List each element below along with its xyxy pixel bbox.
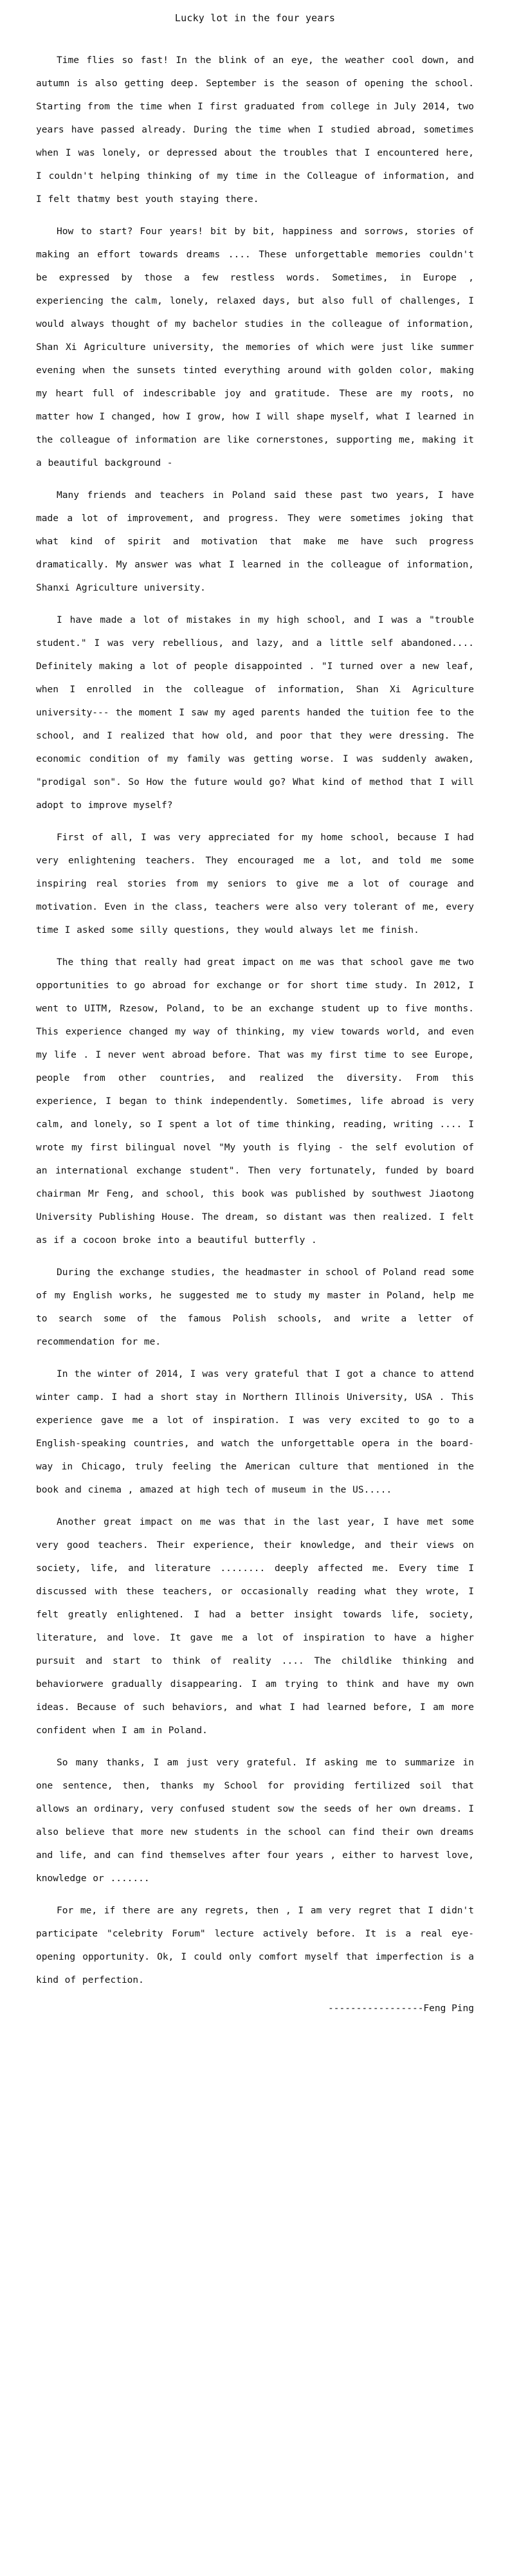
paragraph-10: So many thanks, I am just very grateful. If asking me to summarize in one sentence, then, thanks my School for providing fertilized soil that allows an ordinary, very confused student sow the seeds of her own dreams. I also believe that more new students in the school can find their own dreams and life, and can find themselves after four years , either to harvest love, knowledge or ....... bbox=[36, 1758, 474, 1884]
paragraph-7: During the exchange studies, the headmaster in school of Poland read some of my English works, he suggested me to study my master in Poland, help me to search some of the famous Polish schools, and write a letter of recommendation for me. bbox=[36, 1267, 474, 1347]
paragraph-6: The thing that really had great impact on me was that school gave me two opportunities to go abroad for exchange or for short time study. In 2012, I went to UITM, Rzesow, Poland, to be an exchange student up to five months. This experience changed my way of thinking, my view towards world, and even my life . I never went abroad before. That was my first time to see Europe, people from other countries, and realized the diversity. From this experience, I began to think independently. Sometimes, life abroad is very calm, and lonely, so I spent a lot of time thinking, reading, writing .... I wrote my first bilingual novel "My youth is flying - the self evolution of an international exchange student". Then very fortunately, funded by board chairman Mr Feng, and school, this book was published by southwest Jiaotong University Publishing House. The dream, so distant was then realized. I felt as if a cocoon broke into a beautiful butterfly . bbox=[36, 957, 474, 1246]
paragraph-9: Another great impact on me was that in the last year, I have met some very good teachers. Their experience, their knowledge, and their views on society, life, and literature ........ deeply affected me. Every time I discussed with these teachers, or occasionally reading what they wrote, I felt greatly enlightened. I had a better insight towards life, society, literature, and love. It gave me a lot of inspiration to have a higher pursuit and start to think of reality .... The childlike thinking and behaviorwere gradually disappearing. I am trying to think and have my own ideas. Because of such behaviors, and what I had learned before, I am more confident when I am in Poland. bbox=[36, 1517, 474, 1736]
author-signature: -----------------Feng Ping bbox=[328, 2003, 474, 2014]
paragraph-8: In the winter of 2014, I was very grateful that I got a chance to attend winter camp. I had a short stay in Northern Illinois University, USA . This experience gave me a lot of inspiration. I was very excited to go to a English-speaking countries, and watch the unforgettable opera in the board-way in Chicago, truly feeling the American culture that mentioned in the book and cinema , amazed at high tech of museum in the US..... bbox=[36, 1369, 474, 1495]
paragraph-4: I have made a lot of mistakes in my high school, and I was a "trouble student." I was very rebellious, and lazy, and a little self abandoned.... Definitely making a lot of people disappointed . "I turned over a new leaf, when I enrolled in the colleague of information, Shan Xi Agriculture university--- the moment I saw my aged parents handed the tuition fee to the school, and I realized that how old, and poor that they were dressing. The economic condition of my family was getting worse. I was suddenly awaken, "prodigal son". So How the future would go? What kind of method that I will adopt to improve myself? bbox=[36, 615, 474, 811]
document-title: Lucky lot in the four years bbox=[174, 12, 336, 24]
paragraph-5: First of all, I was very appreciated for my home school, because I had very enlightening teachers. They encouraged me a lot, and told me some inspiring real stories from my seniors to give me a lot of courage and motivation. Even in the class, teachers were also very tolerant of me, every time I asked some silly questions, they would always let me finish. bbox=[36, 833, 474, 935]
paragraph-3: Many friends and teachers in Poland said these past two years, I have made a lot of improvement, and progress. They were sometimes joking that what kind of spirit and motivation that make me have such progress dramatically. My answer was what I learned in the colleague of information, Shanxi Agriculture university. bbox=[36, 490, 474, 593]
paragraph-1: Time flies so fast! In the blink of an eye, the weather cool down, and autumn is also getting deep. September is the season of opening the school. Starting from the time when I first graduated from college in July 2014, two years have passed already. During the time when I studied abroad, sometimes when I was lonely, or depressed about the troubles that I encountered here, I couldn't helping thinking of my time in the Colleague of information, and I felt thatmy best youth staying there. bbox=[36, 55, 474, 205]
paragraph-11: For me, if there are any regrets, then , I am very regret that I didn't participate "celebrity Forum" lecture actively before. It is a real eye-opening opportunity. Ok, I could only comfort myself that imperfection is a kind of perfection. bbox=[36, 1906, 474, 1985]
paragraph-2: How to start? Four years! bit by bit, happiness and sorrows, stories of making an effort towards dreams .... These unforgettable memories couldn't be expressed by those a few restless words. Sometimes, in Europe , experiencing the calm, lonely, relaxed days, but also full of challenges, I would always thought of my bachelor studies in the colleague of information, Shan Xi Agriculture university, the memories of which were just like summer evening when the sunsets tinted everything around with golden color, making my heart full of indescribable joy and gratitude. These are my roots, no matter how I changed, how I grow, how I will shape myself, what I learned in the colleague of information are like cornerstones, supporting me, making it a beautiful background - bbox=[36, 226, 474, 468]
